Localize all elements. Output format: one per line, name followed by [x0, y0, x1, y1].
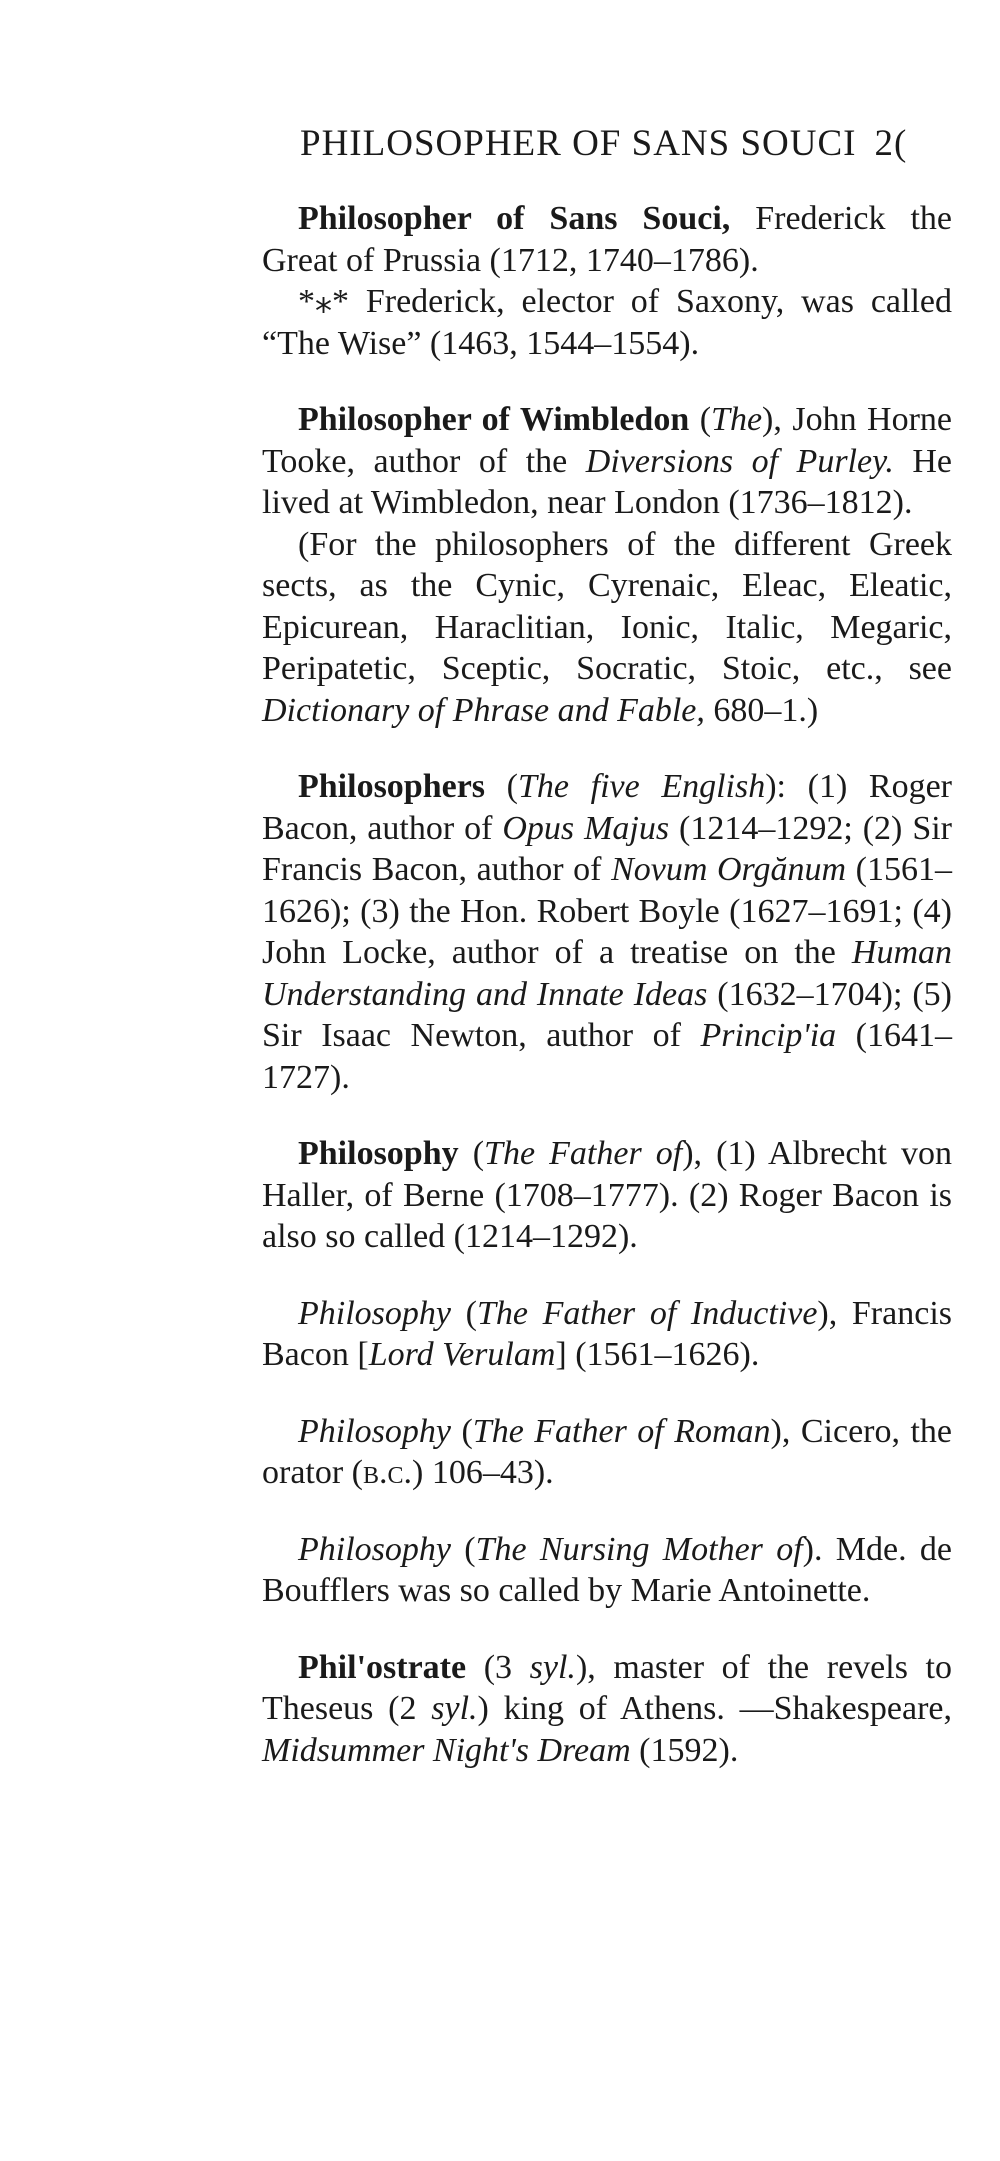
entry-philostrate	[262, 1647, 952, 1772]
entry-text: (1592).	[630, 1731, 739, 1769]
entry-text: He lived at Wimbledon, near London (1736–1812).	[262, 442, 952, 521]
entry-text: (	[450, 1294, 477, 1332]
entry-note	[262, 524, 952, 732]
running-head	[300, 122, 1000, 165]
entry-text: ) king of Athens. —Shakespeare,	[477, 1690, 952, 1727]
era-abbreviation: b.c.	[363, 1454, 413, 1491]
entry-text: (	[450, 1412, 473, 1450]
syllable-abbreviation: syl.	[529, 1648, 576, 1686]
entry-text: (	[485, 768, 518, 805]
work-title: Lord Verulam	[368, 1336, 556, 1373]
asterism: *⁎*	[298, 283, 349, 320]
entry-headword: Philosophers	[298, 768, 486, 805]
entry-text: (1214–1292; (2) Sir Francis Bacon, author of	[262, 809, 952, 888]
entry-text: (1561–1626); (3) the Hon. Robert Boyle (1627–1691; (4) John Locke, author of a treatise on the	[262, 851, 953, 971]
entry-text: ) 106–43).	[412, 1454, 554, 1491]
entry-headword: Philosophy	[298, 1294, 451, 1332]
work-title: Opus Majus	[502, 809, 670, 847]
entry-note	[262, 281, 952, 364]
entry-text: ): (1) Roger Bacon, author of	[262, 768, 952, 847]
entry-text: ), Francis Bacon [	[262, 1294, 952, 1373]
entry-philosopher-of-sans-souci	[262, 198, 952, 281]
entry-philosophy-nursing-mother-of	[262, 1529, 952, 1612]
entry-text: (	[450, 1530, 476, 1568]
entry-headword: Philosopher of Sans Souci,	[298, 200, 731, 237]
entry-text: (1641–1727).	[262, 1017, 952, 1096]
work-title: Diversions of Purley.	[585, 442, 894, 480]
entry-text: (3	[466, 1648, 530, 1686]
dictionary-text	[262, 198, 952, 1771]
entry-headword: Philosopher of Wimbledon	[298, 401, 690, 438]
work-title: Dictionary of Phrase and Fable,	[262, 691, 705, 729]
entry-headword: Phil'ostrate	[298, 1648, 467, 1686]
entry-headword: Philosophy	[298, 1530, 451, 1568]
entry-text: Frederick the Great of Prussia (1712, 1740–1786).	[262, 200, 952, 279]
work-title: Human Understanding and Innate Ideas	[262, 934, 952, 1013]
entry-qualifier: The five English	[518, 768, 766, 805]
entry-philosophy-father-of	[262, 1133, 952, 1258]
page-number: 2(	[874, 123, 908, 164]
entry-text: (For the philosophers of the different Greek sects, as the Cynic, Cyrenaic, Eleac, Eleatic, Epicurean, Haraclitian, Ionic, Italic, Megaric, Peripatetic, Sceptic, Socratic, Stoic, etc., see	[262, 525, 952, 687]
work-title: Novum Orgănum	[611, 851, 847, 888]
work-title: Midsummer Night's Dream	[262, 1731, 631, 1769]
entry-qualifier: The	[711, 401, 763, 438]
entry-text: ), (1) Albrecht von Haller, of Berne (1708–1777). (2) Roger Bacon is also so called (1214–1292).	[262, 1135, 953, 1255]
entry-philosopher-of-wimbledon	[262, 399, 952, 524]
running-head-title: PHILOSOPHER OF SANS SOUCI	[300, 123, 857, 164]
entry-text: ), master of the revels to Theseus (2	[262, 1648, 952, 1727]
entry-qualifier: The Father of	[484, 1135, 683, 1172]
entry-text: ), Cicero, the orator (	[262, 1412, 952, 1491]
entry-text: (	[458, 1135, 485, 1172]
syllable-abbreviation: syl.	[431, 1690, 478, 1727]
entry-philosophy-father-of-roman	[262, 1411, 952, 1494]
entry-text: Frederick, elector of Saxony, was called “The Wise” (1463, 1544–1554).	[262, 283, 952, 362]
entry-text: ] (1561–1626).	[555, 1336, 760, 1373]
entry-text: (1632–1704); (5) Sir Isaac Newton, author of	[262, 975, 952, 1054]
entry-philosophy-father-of-inductive	[262, 1293, 952, 1376]
entry-text: ), John Horne Tooke, author of the	[262, 401, 952, 480]
entry-text: 680–1.)	[704, 691, 819, 729]
work-title: Princip'ia	[700, 1017, 837, 1054]
entry-headword: Philosophy	[298, 1412, 451, 1450]
entry-text: ). Mde. de Boufflers was so called by Marie Antoinette.	[262, 1530, 952, 1609]
entry-text: (	[689, 401, 712, 438]
entry-headword: Philosophy	[298, 1135, 459, 1172]
entry-qualifier: The Father of Roman	[472, 1412, 771, 1450]
entry-qualifier: The Father of Inductive	[476, 1294, 818, 1332]
entry-qualifier: The Nursing Mother of	[475, 1530, 803, 1568]
entry-philosophers-five-english	[262, 766, 952, 1098]
